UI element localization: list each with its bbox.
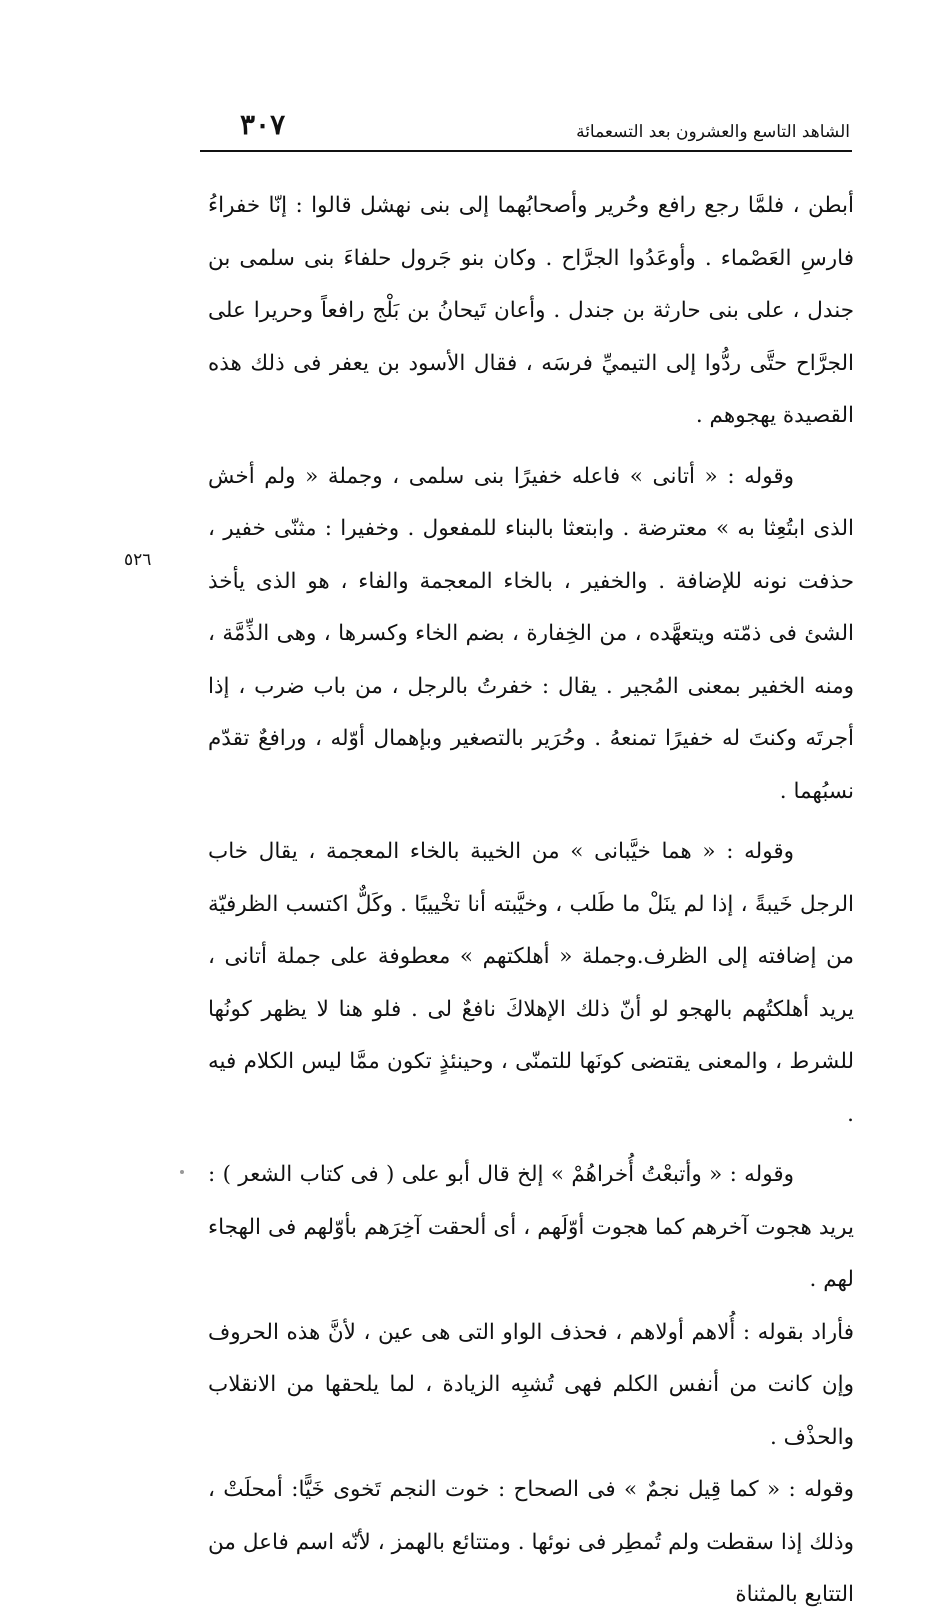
paragraph-3: وقوله : « هما خيَّبانى » من الخيبة بالخاء المعجمة ، يقال خاب الرجل خَيبةً ، إذا لم ينَلْ ما طَلب ، وخيَّبته أنا تخْييبًا . وكَلٌّ اكتسب الظرفيّة من إضافته إلى الظرف.وجملة « أهلكتهم » معطوفة على جملة أتانى ، يريد أهلكتُهم بالهجو لو أنّ ذلك الإهلاكَ نافعٌ لى . فلو هنا لا يظهر كونُها للشرط ، والمعنى يقتضى كونَها للتمنّى ، وحينئذٍ تكون ممَّا ليس الكلام فيه . [208,839,854,1127]
header-rule [200,150,852,152]
scan-speck [180,1170,184,1174]
page-header [200,108,850,148]
page-number: ٣٠٧ [240,108,286,141]
paragraph-6: وقوله : « كما قِيل نجمٌ » فى الصحاح : خوت النجم تَخوى خَيًّا: أمحلَتْ ، وذلك إذا سقطت ولم تُمطِر فى نوئها . ومتتائع بالهمز ، لأنّه اسم فاعل من التتايع بالمثناة [208,1477,854,1607]
paragraph-1: أبطن ، فلمَّا رجع رافع وحُرير وأصحابُهما إلى بنى نهشل قالوا : إنّا خفراءُ فارسِ العَصْماء . وأوعَدُوا الجرَّاح . وكان بنو جَرول حلفاءَ بنى سلمى بن جندل ، على بنى حارثة بن جندل . وأعان تَيحانُ بن بَلْج رافعاً وحريرا على الجرَّاح حتَّى ردُّوا إلى التيميِّ فرسَه ، فقال الأسود بن يعفر فى ذلك هذه القصيدة يهجوهم . [208,193,854,428]
margin-page-reference: ٥٢٦ [124,550,152,570]
running-title: الشاهد التاسع والعشرون بعد التسعمائة [576,122,850,142]
paragraph-5: فأراد بقوله : أُلاهم أولاهم ، فحذف الواو التى هى عين ، لأنَّ هذه الحروف وإن كانت من أنفس الكلم فهى تُشبِه الزيادة ، لما يلحقها من الانقلاب والحذْف . [208,1319,854,1450]
body-text [208,180,854,1622]
paragraph-2: وقوله : « أتانى » فاعله خفيرًا بنى سلمى ، وجملة « ولم أخش الذى ابتُعِثا به » معترضة . وابتعثا بالبناء للمفعول . وخفيرا : مثنّى خفير ، حذفت نونه للإضافة . والخفير ، بالخاء المعجمة والفاء ، هو الذى يأخذ الشئ فى ذمّته ويتعهَّده ، من الخِفارة ، بضم الخاء وكسرها ، وهى الذِّمَّة ، ومنه الخفير بمعنى المُجير . يقال : خفرتُ بالرجل ، من باب ضرب ، إذا أجرتَه وكنتَ له خفيرًا تمنعهُ . وحُرَير بالتصغير وبإهمال أوّله ، ورافعٌ تقدّم نسبُهما . [208,463,854,804]
paragraph-4: وقوله : « وأتبعْتُ أُخراهُمْ » إلخ قال أبو على ( فى كتاب الشعر ) : يريد هجوت آخرهم كما هجوت أوّلَهم ، أى ألحقت آخِرَهم بأوّلهم فى الهجاء لهم . [208,1162,854,1292]
